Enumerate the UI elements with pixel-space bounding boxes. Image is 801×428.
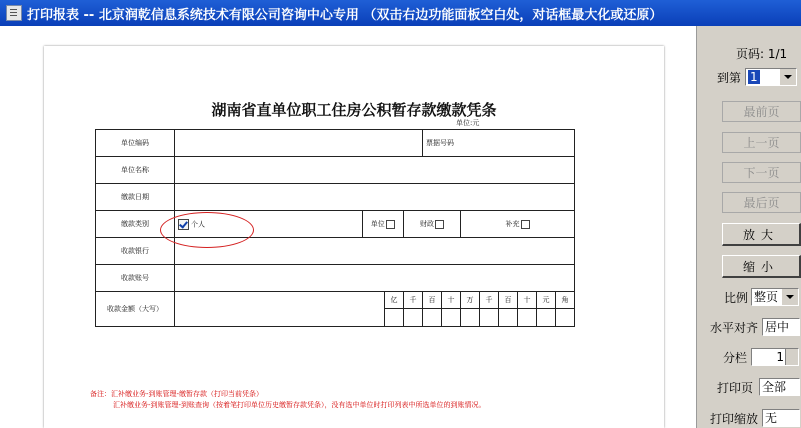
columns-label: 分栏 [723, 351, 748, 365]
table-row [96, 238, 575, 265]
receipt-no-label: 票据号码 [426, 139, 454, 147]
scale-label: 比例 [724, 291, 749, 305]
unit-label: 单位:元 [456, 119, 480, 127]
digit-cell [385, 309, 404, 327]
receipt-no-cell [423, 130, 575, 157]
last-page-button[interactable]: 最后页 [722, 192, 801, 213]
unit-option [362, 211, 404, 238]
page-indicator: 页码: 1/1 [736, 47, 788, 61]
print-scale-label: 打印缩放 [710, 412, 759, 426]
supplement-option-label: 补充 [505, 220, 520, 228]
next-page-button[interactable]: 下一页 [722, 162, 801, 183]
pay-type-label: 缴款类别 [96, 211, 175, 238]
pay-date-cell [175, 184, 575, 211]
scale-select[interactable] [751, 288, 799, 306]
checkbox-icon [435, 220, 444, 229]
notes [90, 389, 486, 411]
table-row [96, 184, 575, 211]
digit-cell [404, 309, 423, 327]
unit-name-cell [175, 157, 575, 184]
spinner-icon[interactable] [785, 349, 798, 365]
table-row [96, 130, 575, 157]
document-title: 湖南省直单位职工住房公积暂存款缴款凭条 [211, 101, 497, 119]
digit-header: 万 [461, 292, 480, 309]
table-row [96, 157, 575, 184]
digit-header: 亿 [385, 292, 404, 309]
table-row [96, 292, 575, 309]
account-cell [175, 265, 575, 292]
zoom-out-button[interactable]: 缩小 [722, 255, 801, 278]
unit-name-label: 单位名称 [96, 157, 175, 184]
digit-cell [537, 309, 556, 327]
finance-option-label: 财政 [420, 220, 434, 228]
halign-select[interactable] [762, 318, 800, 336]
window-titlebar[interactable] [0, 0, 801, 26]
print-preview-area[interactable] [0, 26, 697, 428]
chevron-down-icon[interactable] [779, 69, 796, 85]
supplement-option [461, 211, 575, 238]
digit-cell [442, 309, 461, 327]
preview-page [44, 46, 664, 428]
checkbox-icon [386, 220, 395, 229]
checkbox-icon [521, 220, 530, 229]
function-panel[interactable] [698, 26, 801, 428]
goto-label: 到第 [717, 71, 742, 85]
digit-cell [518, 309, 537, 327]
digit-cell [461, 309, 480, 327]
account-label: 收款账号 [96, 265, 175, 292]
chevron-down-icon[interactable] [781, 289, 798, 305]
columns-stepper[interactable] [751, 348, 799, 366]
digit-header: 千 [480, 292, 499, 309]
digit-cell [556, 309, 575, 327]
digit-cell [499, 309, 518, 327]
notes-line-1: 备注：汇补缴业务-到账管理-缴暂存款（打印当前凭条） [90, 390, 264, 398]
digit-cell [480, 309, 499, 327]
digit-header: 千 [404, 292, 423, 309]
digit-cell [423, 309, 442, 327]
personal-option-label: 个人 [191, 220, 205, 228]
amount-label: 收款金额（大写） [96, 292, 175, 327]
window-title: 打印报表 -- 北京润乾信息系统技术有限公司咨询中心专用 （双击右边功能面板空白处，对话框最大化或还原） [27, 7, 663, 23]
print-pages-label: 打印页 [717, 381, 754, 395]
zoom-in-button[interactable]: 放大 [722, 223, 801, 246]
digit-header: 角 [556, 292, 575, 309]
finance-option [404, 211, 461, 238]
prev-page-button[interactable]: 上一页 [722, 132, 801, 153]
digit-header: 百 [499, 292, 518, 309]
print-pages-value: 全部 [762, 380, 787, 394]
print-pages-select[interactable] [759, 378, 800, 396]
unit-option-label: 单位 [370, 220, 385, 228]
scale-value: 整页 [754, 290, 779, 304]
notes-line-2: 汇补缴业务-到账管理-到账查询（按着笔打印单位历史缴暂存款凭条），没有选中单位时打印列表中所选单位的到账情况。 [113, 401, 486, 409]
unit-code-cell [175, 130, 423, 157]
goto-page-value: 1 [750, 70, 758, 84]
print-scale-value: 无 [765, 411, 778, 425]
columns-value: 1 [776, 350, 784, 364]
digit-header: 十 [518, 292, 537, 309]
halign-label: 水平对齐 [710, 321, 759, 335]
pay-date-label: 缴款日期 [96, 184, 175, 211]
printer-icon [6, 5, 22, 21]
first-page-button[interactable]: 最前页 [722, 101, 801, 122]
goto-page-select[interactable] [745, 68, 797, 86]
print-scale-select[interactable] [762, 409, 800, 427]
halign-value: 居中 [765, 320, 790, 334]
bank-label: 收款银行 [96, 238, 175, 265]
digit-header: 十 [442, 292, 461, 309]
digit-header: 元 [537, 292, 556, 309]
amount-words-cell [175, 292, 385, 327]
digit-header: 百 [423, 292, 442, 309]
unit-code-label: 单位编码 [96, 130, 175, 157]
table-row [96, 265, 575, 292]
highlight-ellipse [160, 212, 254, 248]
